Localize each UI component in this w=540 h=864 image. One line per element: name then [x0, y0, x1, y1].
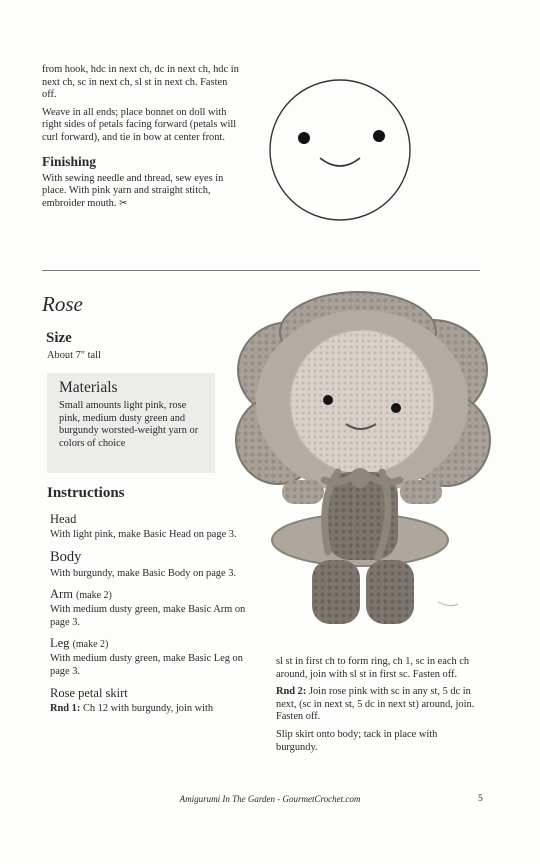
instructions-right-column	[276, 656, 478, 754]
finishing-text	[42, 173, 242, 211]
instructions-heading: Instructions	[47, 485, 125, 501]
leg-heading	[50, 636, 255, 651]
arm-heading	[50, 587, 255, 602]
bow-knot	[350, 468, 370, 488]
rose-doll-photo	[228, 290, 496, 652]
materials-box	[47, 373, 215, 473]
doll-head	[290, 330, 434, 474]
head-section	[50, 512, 255, 542]
finishing-heading: Finishing	[42, 153, 97, 169]
pattern-title: Rose	[42, 292, 83, 316]
size-heading: Size	[46, 330, 72, 346]
rnd1-continued-text: sl st in first ch to form ring, ch 1, sc in each ch around, join with sl st in first sc. Fasten off.	[276, 656, 470, 680]
body-text: With burgundy, make Basic Body on page 3.	[50, 567, 237, 579]
doll-left-leg	[312, 560, 360, 624]
skirt-heading: Rose petal skirt	[50, 685, 128, 700]
materials-text: Small amounts light pink, rose pink, medium dusty green and burgundy worsted-weight yarn or colors of choice	[59, 400, 199, 449]
right-eye	[373, 130, 385, 142]
finishing-end-mark-icon: ✂	[119, 197, 128, 209]
head-heading: Head	[50, 512, 77, 526]
page-footer: Amigurumi In The Garden - GourmetCrochet.com	[179, 794, 361, 804]
head-text: With light pink, make Basic Head on page 3.	[50, 529, 237, 540]
doll-left-eye	[323, 395, 333, 405]
section-divider	[42, 270, 480, 271]
bonnet-end-text: from hook, hdc in next ch, dc in next ch, hdc in next ch, sc in next ch, sl st in next ch. Fasten off.	[42, 64, 239, 101]
left-eye	[298, 132, 310, 144]
skirt-section	[50, 686, 255, 716]
bonnet-weave-text: Weave in all ends; place bonnet on doll with right sides of petals facing forward (petals will curl forward), and tie in bow at center front.	[42, 106, 237, 143]
body-section	[50, 549, 255, 581]
materials-heading: Materials	[59, 379, 118, 396]
leg-text: With medium dusty green, make Basic Leg on page 3.	[50, 653, 243, 677]
face-embroidery-diagram	[268, 78, 412, 222]
body-heading: Body	[50, 548, 82, 565]
leg-section	[50, 636, 255, 678]
rnd2-text	[276, 686, 478, 724]
page-number: 5	[478, 794, 483, 804]
mouth-line	[320, 158, 360, 166]
size-value: About 7" tall	[47, 350, 101, 361]
arm-count-note: (make 2)	[76, 590, 112, 602]
arm-section	[50, 587, 255, 629]
skirt-attach-text: Slip skirt onto body; tack in place with burgundy.	[276, 728, 438, 753]
yarn-tail	[438, 602, 458, 606]
instructions-left-column	[50, 512, 255, 722]
arm-text: With medium dusty green, make Basic Arm on page 3.	[50, 604, 246, 628]
doll-left-arm	[282, 480, 324, 504]
rnd1-label: Rnd 1:	[50, 702, 81, 714]
face-outline	[270, 80, 410, 220]
previous-pattern-continuation	[42, 64, 242, 210]
rnd1-body: Ch 12 with burgundy, join with	[82, 702, 214, 714]
doll-right-leg	[366, 560, 414, 624]
rnd2-body: Join rose pink with sc in any st, 5 dc in next, (sc in next st, 5 dc in next st) around, join. Fasten off.	[276, 686, 475, 723]
rnd1-text	[50, 703, 255, 716]
finishing-body: With sewing needle and thread, sew eyes in place. With pink yarn and straight stitch, embroider mouth.	[42, 172, 224, 209]
arm-heading-label: Arm	[50, 587, 73, 602]
doll-right-eye	[391, 403, 401, 413]
doll-right-arm	[400, 480, 442, 504]
rnd2-label: Rnd 2:	[276, 686, 307, 698]
leg-heading-label: Leg	[50, 636, 70, 651]
leg-count-note: (make 2)	[72, 639, 109, 651]
